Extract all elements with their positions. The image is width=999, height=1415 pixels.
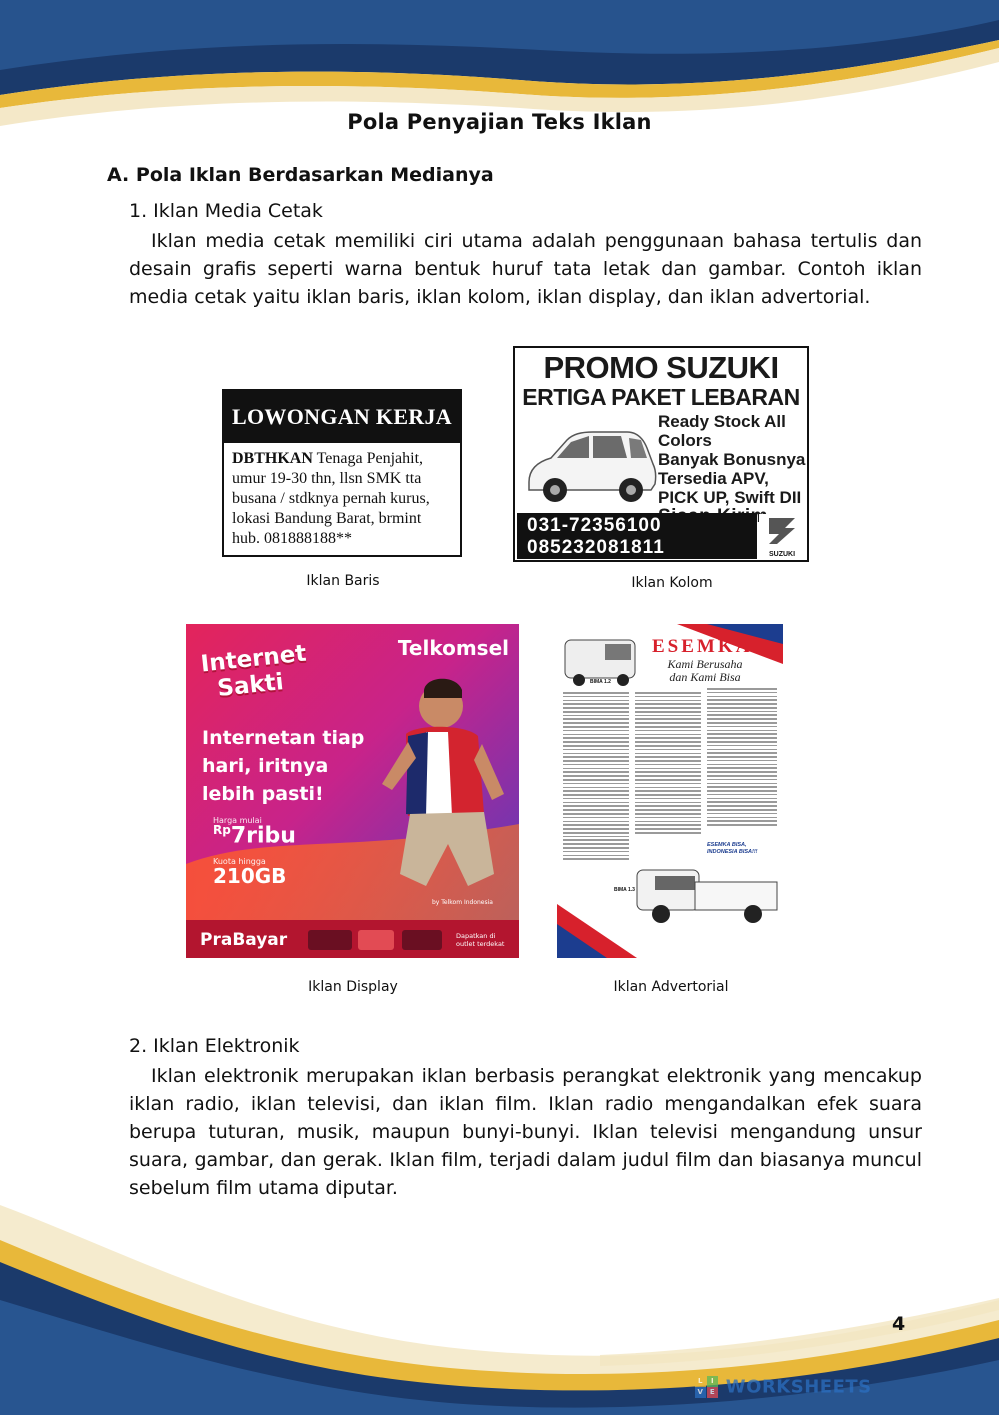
price-value [213, 823, 296, 848]
caption-advertorial-ad: Iklan Advertorial [613, 979, 729, 995]
prabayar-label: PraBayar [200, 930, 288, 950]
classified-ad-line3: busana / stdknya pernah kurus, [232, 490, 430, 507]
article-column-2 [635, 692, 701, 872]
feature-4: PICK UP, Swift DII [658, 488, 802, 507]
classified-ad-line1: Tenaga Penjahit, [312, 450, 424, 467]
suzuki-s-icon [759, 514, 805, 548]
app-badges-icon [308, 928, 448, 952]
subheading-electronic-media: 2. Iklan Elektronik [129, 1035, 300, 1057]
price-currency: Rp [213, 823, 231, 837]
advertorial-ad-image [557, 624, 783, 958]
quota-value: 210GB [213, 864, 287, 888]
subtitle-line-2: dan Kami Bisa [669, 670, 741, 684]
feature-1: Ready Stock All Colors [658, 412, 786, 450]
logo-line-1: Internet [199, 640, 308, 678]
suzuki-logo [759, 514, 805, 558]
logo-v: V [695, 1387, 706, 1398]
caption-display-ad: Iklan Display [308, 979, 398, 995]
phone-1: 031-72356100 [527, 515, 662, 536]
liveworksheets-logo-icon [695, 1376, 719, 1398]
column-ad-subtitle: ERTIGA PAKET LEBARAN [522, 384, 800, 410]
article-column-3 [707, 688, 777, 838]
model-label-2: BIMA 1.3 [614, 887, 635, 893]
page-title: Pola Penyajian Teks Iklan [347, 110, 652, 134]
watermark-text: WORKSHEETS [725, 1376, 872, 1398]
article-column-1 [563, 692, 629, 872]
section-heading-a: A. Pola Iklan Berdasarkan Medianya [107, 164, 494, 186]
car-illustration [523, 420, 659, 510]
headline-line-3: lebih pasti! [202, 783, 324, 805]
telkom-indonesia-tag: by Telkom Indonesia [432, 899, 493, 906]
suzuki-logo-text: SUZUKI [768, 551, 796, 558]
model-label-1: BIMA 1.2 [590, 679, 611, 685]
column-ad-image [513, 346, 809, 562]
liveworksheets-watermark [695, 1376, 872, 1398]
classified-ad-line5: hub. 081888188** [232, 530, 352, 547]
price-amount: 7ribu [230, 823, 296, 849]
column-ad-features [658, 412, 807, 526]
logo-l: L [695, 1376, 706, 1387]
headline-line-1: Internetan tiap [202, 727, 365, 749]
logo-e: E [707, 1387, 718, 1398]
slogan-line-2: INDONESIA BISA!!! [707, 848, 758, 855]
outlet-note-line-2: outlet terdekat [456, 940, 505, 948]
esemka-slogan [707, 842, 758, 855]
price-label: Harga mulai [213, 816, 262, 825]
logo-i: I [707, 1376, 718, 1387]
logo-line-2: Sakti [216, 669, 285, 702]
feature-2: Banyak Bonusnya [658, 450, 806, 469]
classified-ad-lead: DBTHKAN [232, 450, 313, 467]
column-ad-phones [517, 513, 757, 559]
telkomsel-brand: Telkomsel [397, 636, 509, 660]
subtitle-line-1: Kami Berusaha [667, 657, 743, 671]
caption-column-ad: Iklan Kolom [631, 575, 713, 591]
outlet-note [456, 932, 504, 948]
quota-label: Kuota hingga [213, 857, 266, 866]
esemka-title: ESEMKA [652, 636, 753, 657]
classified-ad-line4: lokasi Bandung Barat, brmint [232, 510, 422, 527]
classified-ad-body [224, 443, 460, 555]
headline-line-2: hari, iritnya [202, 755, 329, 777]
display-ad-image [186, 624, 519, 958]
internet-sakti-logo [200, 641, 311, 704]
paragraph-print-media: Iklan media cetak memiliki ciri utama adalah penggunaan bahasa tertulis dan desain grafis seperti warna bentuk huruf tata letak dan gambar. Contoh iklan media cetak yaitu iklan baris, iklan kolom, iklan display, dan iklan advertorial. [129, 230, 922, 308]
slogan-line-1: ESEMKA BISA, [707, 842, 747, 848]
caption-classified-ad: Iklan Baris [306, 573, 380, 589]
esemka-subtitle [655, 658, 755, 684]
display-ad-headline [202, 724, 364, 808]
paragraph-electronic-media: Iklan elektronik merupakan iklan berbasis perangkat elektronik yang mencakup iklan radio, iklan televisi, dan iklan film. Iklan radio mengandalkan efek suara berupa tuturan, musik, maupun bunyi-bunyi. Iklan televisi mengandung unsur suara, gambar, dan gerak. Iklan film, terjadi dalam judul film dan biasanya muncul sebelum film utama diputar. [129, 1065, 922, 1199]
feature-3: Tersedia APV, [658, 469, 769, 488]
phone-2: 085232081811 [527, 537, 665, 558]
column-ad-title: PROMO SUZUKI [543, 350, 779, 385]
outlet-note-line-1: Dapatkan di [456, 932, 496, 940]
subheading-print-media: 1. Iklan Media Cetak [129, 200, 323, 222]
classified-ad-line2: umur 19-30 thn, llsn SMK tta [232, 470, 422, 487]
classified-ad-header: LOWONGAN KERJA [224, 391, 460, 443]
classified-ad-image [222, 389, 462, 557]
page-number: 4 [892, 1313, 906, 1335]
